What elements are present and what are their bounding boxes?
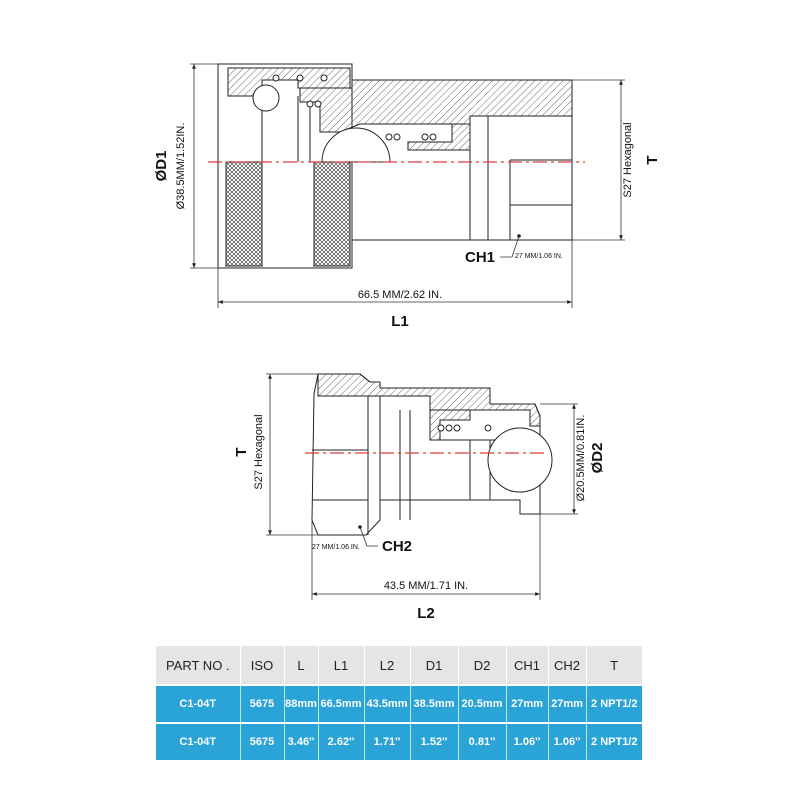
header-ch1: CH1 [506,646,548,685]
l1-value: 66.5 MM/2.62 IN. [357,289,443,301]
l2-value: 43.5 MM/1.71 IN. [383,580,469,592]
ch2-symbol: CH2 [382,538,413,555]
ch1-symbol: CH1 [465,249,496,266]
table-cell: 2 NPT1/2 [586,685,642,723]
table-cell: 27mm [548,685,586,723]
table-cell: 1.06'' [506,723,548,760]
table-cell: 88mm [284,685,318,723]
nipple-valve-ball [488,428,552,492]
table-cell: C1-04T [156,723,240,760]
table-row [156,723,642,760]
header-l2: L2 [364,646,410,685]
header-l: L [284,646,318,685]
ch2-value: 27 MM/1.06 IN. [312,544,360,551]
knurl-grip-left [226,162,262,266]
table-row [156,685,642,723]
l1-symbol: L1 [391,313,409,330]
ch2-leader-dot [358,525,362,529]
table-cell: 1.71'' [364,723,410,760]
table-cell: 3.46'' [284,723,318,760]
table-cell: 2.62'' [318,723,364,760]
table-cell: 1.52'' [410,723,458,760]
table-cell: 27mm [506,685,548,723]
l2-symbol: L2 [417,605,435,622]
table-cell: 38.5mm [410,685,458,723]
header-ch2: CH2 [548,646,586,685]
table-cell: 1.06'' [548,723,586,760]
table-cell: 2 NPT1/2 [586,723,642,760]
table-cell: 43.5mm [364,685,410,723]
table-cell: 5675 [240,685,284,723]
top-hex-label: S27 Hexagonal [622,122,634,198]
table-cell: 20.5mm [458,685,506,723]
table-cell: 5675 [240,723,284,760]
header-part-no: PART NO . [156,646,240,685]
header-d1: D1 [410,646,458,685]
d2-value: Ø20.5MM/0.81IN. [575,414,587,502]
top-thread-symbol: T [644,155,661,165]
valve-seat-section [408,124,470,150]
ch1-value: 27 MM/1.06 IN. [515,253,563,260]
d2-symbol: ØD2 [589,442,606,474]
ch1-leader-dot [517,234,521,238]
header-t: T [586,646,642,685]
bottom-thread-symbol: T [233,447,250,457]
d1-symbol: ØD1 [153,150,170,182]
bottom-hex-label: S27 Hexagonal [253,414,265,490]
header-d2: D2 [458,646,506,685]
header-iso: ISO [240,646,284,685]
table-header-row [156,646,642,685]
table-cell: 66.5mm [318,685,364,723]
d1-value: Ø38.5MM/1.52IN. [175,122,187,210]
table-cell: C1-04T [156,685,240,723]
locking-ball [253,85,279,111]
nipple-male-view [312,374,552,535]
body-section [300,80,572,132]
spec-table [156,646,642,760]
table-cell: 0.81'' [458,723,506,760]
header-l1: L1 [318,646,364,685]
knurl-grip-right [314,162,350,266]
